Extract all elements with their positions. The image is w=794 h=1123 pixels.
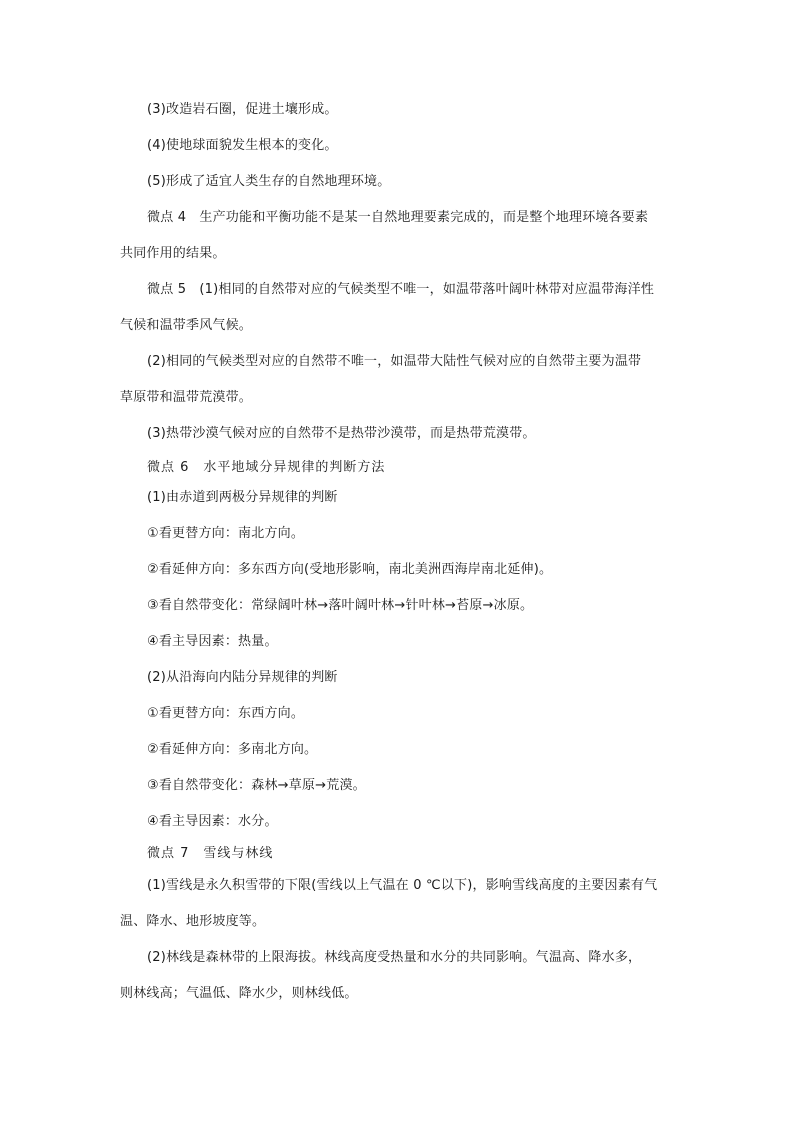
text-line: 微点 5 (1)相同的自然带对应的气候类型不唯一，如温带落叶阔叶林带对应温带海洋性 [147, 282, 655, 297]
text-line: ④看主导因素：热量。 [147, 634, 278, 649]
text-line: ④看主导因素：水分。 [147, 814, 278, 829]
text-line: (1)雪线是永久积雪带的下限(雪线以上气温在 0 ℃以下)，影响雪线高度的主要因素有气 [147, 878, 658, 893]
text-line: (2)相同的气候类型对应的自然带不唯一，如温带大陆性气候对应的自然带主要为温带 [147, 354, 642, 369]
text-line: (5)形成了适宜人类生存的自然地理环境。 [147, 174, 391, 189]
text-line: 微点 4 生产功能和平衡功能不是某一自然地理要素完成的，而是整个地理环境各要素 [147, 210, 649, 225]
section-heading: 微点 7 雪线与林线 [147, 846, 274, 861]
text-line: ③看自然带变化：森林→草原→荒漠。 [147, 778, 366, 793]
text-line: (2)林线是森林带的上限海拔。林线高度受热量和水分的共同影响。气温高、降水多， [147, 950, 642, 965]
text-line: 则林线高；气温低、降水少，则林线低。 [120, 986, 358, 1001]
text-line: 温、降水、地形坡度等。 [120, 914, 266, 929]
text-line: ②看延伸方向：多南北方向。 [147, 742, 318, 757]
text-line: (3)改造岩石圈，促进土壤形成。 [147, 102, 338, 117]
text-line: ③看自然带变化：常绿阔叶林→落叶阔叶林→针叶林→苔原→冰原。 [147, 598, 534, 613]
text-line: ①看更替方向：南北方向。 [147, 526, 305, 541]
text-line: ②看延伸方向：多东西方向(受地形影响，南北美洲西海岸南北延伸)。 [147, 562, 553, 577]
section-heading: 微点 6 水平地域分异规律的判断方法 [147, 460, 386, 475]
text-line: (2)从沿海向内陆分异规律的判断 [147, 670, 338, 685]
text-line: ①看更替方向：东西方向。 [147, 706, 305, 721]
text-line: 草原带和温带荒漠带。 [120, 390, 253, 405]
text-line: (4)使地球面貌发生根本的变化。 [147, 138, 338, 153]
text-line: 共同作用的结果。 [120, 246, 226, 261]
text-line: 气候和温带季风气候。 [120, 318, 253, 333]
text-line: (1)由赤道到两极分异规律的判断 [147, 490, 338, 505]
text-line: (3)热带沙漠气候对应的自然带不是热带沙漠带，而是热带荒漠带。 [147, 426, 536, 441]
